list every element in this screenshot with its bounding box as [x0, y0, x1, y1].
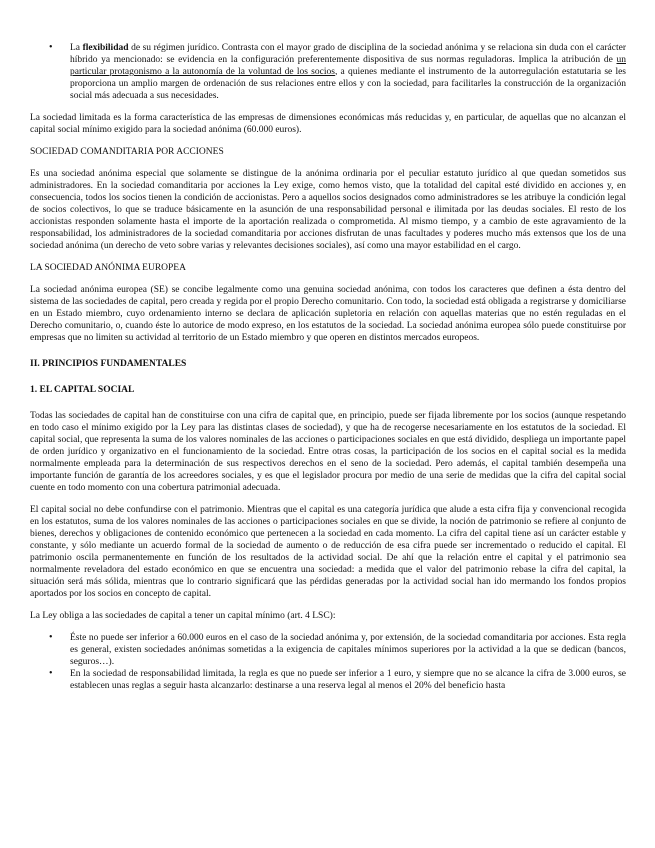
bullet-icon: •: [49, 668, 53, 679]
flexibility-bullet: [30, 42, 626, 102]
paragraph-comanditaria: Es una sociedad anónima especial que solamente se distingue de la anónima ordinaria por el peculiar estatuto jurídico al que quedan sometidos sus administradores. En la sociedad comanditaria por acciones la Ley exige, como hemos visto, que la totalidad del capital esté dividido en acciones y, en consecuencia, todos los socios tienen la condición de accionistas. Pero a aquellos socios designados como administradores se les atribuye la condición legal de socios colectivos, lo que se traduce básicamente en la asunción de una responsabilidad personal e ilimitada por las deudas sociales. El resto de los accionistas responden solamente hasta el importe de la aportación realizada o comprometida. Al mismo tiempo, y a cambio de este agravamiento de la responsabilidad, los administradores de la sociedad comanditaria por acciones disfrutan de unas facultades y poderes mucho más extensos que los de una sociedad anónima (un derecho de veto sobre varias y relevantes decisiones sociales), así como una mayor estabilidad en el cargo.: [30, 169, 626, 251]
bullet-text-part2: , a quienes mediante el instrumento de la autorregulación estatutaria se les proporciona un amplio margen de ordenación de sus relaciones entre ellos y con la sociedad, para facilitarles la construcción de la organización social más adecuada a sus necesidades.: [70, 67, 627, 101]
heading-comanditaria: SOCIEDAD COMANDITARIA POR ACCIONES: [30, 147, 224, 157]
paragraph-capital-minimo: La Ley obliga a las sociedades de capital a tener un capital mínimo (art. 4 LSC):: [30, 611, 336, 621]
paragraph-sociedad-limitada: La sociedad limitada es la forma característica de las empresas de dimensiones económicas más reducidas y, en particular, de aquellas que no alcanzan el capital social mínimo exigido para la sociedad anónima (60.000 euros).: [30, 113, 626, 135]
underlined-phrase: un particular protagonismo a la autonomía de la voluntad de los socios: [70, 55, 626, 77]
paragraph-sociedad-europea: La sociedad anónima europea (SE) se concibe legalmente como una genuina sociedad anónima, con todos los caracteres que definen a ésta dentro del sistema de las sociedades de capital, pero creada y regida por el propio Derecho comunitario. Con todo, la sociedad está obligada a registrarse y domiciliarse en un Estado miembro, cuyo ordenamiento interno se declara de aplicación supletoria en relación con aquellas materias que no estén reguladas en el Derecho comunitario, o, cuando éste lo autorice de modo expreso, en los estatutos de la sociedad. La sociedad anónima europea sólo puede constituirse por empresas que no limiten su actividad al territorio de un Estado miembro y que operen en distintos mercados europeos.: [30, 285, 626, 343]
bullet-text-lead: La: [70, 43, 83, 53]
heading-principios-fundamentales: II. PRINCIPIOS FUNDAMENTALES: [30, 359, 187, 369]
paragraph-capital-social-1: Todas las sociedades de capital han de constituirse con una cifra de capital que, en principio, puede ser fijada libremente por los socios (aunque respetando en todo caso el mínimo exigido por la Ley para las distintas clases de sociedad), y que ha de recogerse necesariamente en los estatutos de la sociedad. El capital social, que representa la suma de los valores nominales de las acciones o participaciones sociales en que está dividido, despliega un importante papel de orden jurídico y organizativo en el funcionamiento de la sociedad. Entre otras cosas, la participación de los socios en el capital social es la medida normalmente empleada para la determinación de sus respectivos derechos en el seno de la sociedad. Pero además, el capital también desempeña una importante función de garantía de los acreedores sociales, y es que el legislador procura por medio de una serie de medidas que la cifra del capital social cuente en todo momento con una cobertura patrimonial adecuada.: [30, 411, 626, 493]
list-item: [30, 668, 626, 692]
heading-capital-social: 1. EL CAPITAL SOCIAL: [30, 385, 135, 395]
paragraph-capital-social-2: El capital social no debe confundirse con el patrimonio. Mientras que el capital es una categoría jurídica que alude a esta cifra fija y convencional recogida en los estatutos, suma de los valores nominales de las acciones o participaciones sociales en que se divide, la noción de patrimonio se refiere al conjunto de bienes, derechos y obligaciones de contenido económico que pertenecen a la sociedad en cada momento. La cifra del capital tiene así un carácter estable y constante, y sólo mediante un acuerdo formal de la sociedad de aumento o de reducción de esa cifra puede ser incrementado o reducido el capital. El patrimonio oscila permanentemente en función de los resultados de la actividad social. De ahí que la relación entre el capital y el patrimonio sea normalmente reveladora del estado económico en que se encuentra una sociedad: a medida que el valor del patrimonio rebase la cifra del capital, la situación será más sólida, mientras que lo contrario significará que las pérdidas generadas por la actividad social han ido mermando los fondos propios aportados por los socios en concepto de capital.: [30, 505, 626, 599]
document-page: [30, 42, 626, 692]
heading-sociedad-europea: LA SOCIEDAD ANÓNIMA EUROPEA: [30, 263, 186, 273]
bullet-text: Éste no puede ser inferior a 60.000 euros en el caso de la sociedad anónima y, por extensión, de la sociedad comanditaria por acciones. Esta regla es general, existen sociedades anónimas sometidas a la exigencia de capitales mínimos superiores por la actividad a la que se dedican (bancos, seguros…).: [70, 633, 626, 667]
bold-term-flexibilidad: flexibilidad: [82, 43, 129, 53]
list-item: [30, 632, 626, 668]
bullet-text-part1: de su régimen jurídico. Contrasta con el mayor grado de disciplina de la sociedad anónima y se relaciona sin duda con el carácter híbrido ya mencionado: se evidencia en la configuración preferentemente dispositiva de sus normas reguladoras. Implica la atribución de: [70, 43, 626, 65]
bullet-text: En la sociedad de responsabilidad limitada, la regla es que no puede ser inferior a 1 euro, y siempre que no se alcance la cifra de 3.000 euros, se establecen unas reglas a seguir hasta alcanzarlo: destinarse a una reserva legal al menos el 20% del beneficio hasta: [70, 669, 626, 691]
bullet-icon: •: [49, 42, 53, 53]
capital-minimo-bullet-list: [30, 632, 626, 692]
flexibility-bullet-list: [30, 42, 626, 102]
bullet-icon: •: [49, 632, 53, 643]
